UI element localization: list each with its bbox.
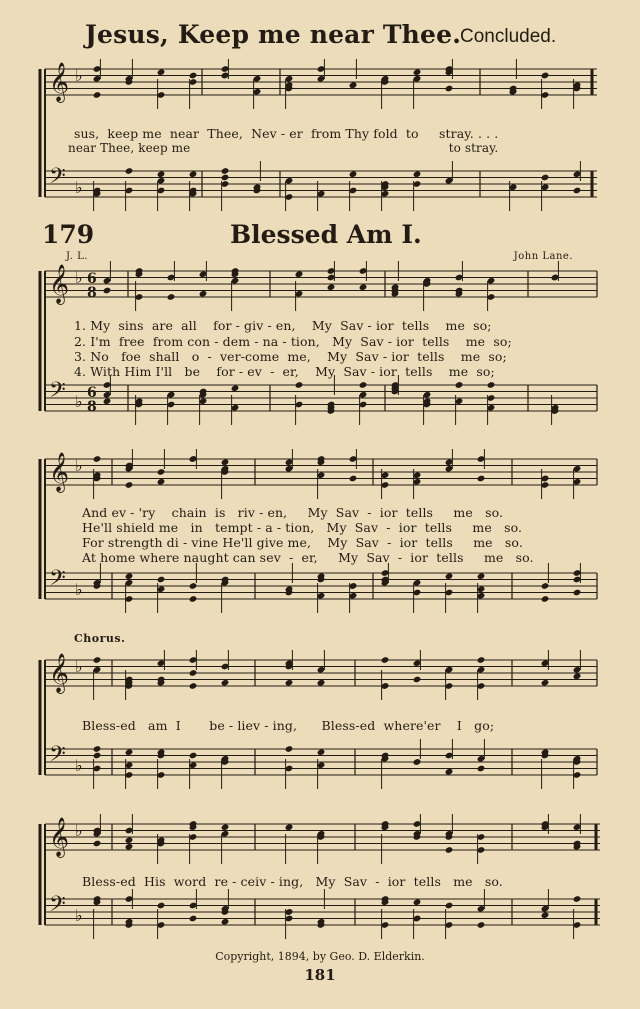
chorus-label: Chorus. — [74, 632, 126, 645]
flat-sign: ♭ — [75, 756, 83, 775]
note-head — [477, 921, 486, 929]
note-head — [93, 752, 102, 760]
composer-credit: John Lane. — [513, 251, 573, 262]
note-head — [359, 381, 368, 389]
note-head — [295, 270, 304, 278]
note-head — [295, 381, 304, 389]
verse-b-line-4: At home where naught can sev - er, My Sav - ior tells me so. — [82, 550, 534, 565]
note-head — [445, 768, 454, 776]
note-head — [93, 656, 102, 664]
note-head — [349, 475, 358, 483]
note-head — [573, 895, 582, 903]
note-head — [541, 582, 550, 590]
prev-lyric-line-2: near Thee, keep me to stray. — [68, 141, 499, 155]
previous-hymn-title: Jesus, Keep me near Thee. — [85, 20, 462, 49]
flat-sign: ♭ — [75, 178, 83, 197]
verse-a-line-3: 3. No foe shall o - ver-come me, My Sav - ior tells me so; — [74, 349, 507, 364]
hymn-number: 179 — [42, 220, 95, 249]
note-head — [221, 823, 230, 831]
note-head — [573, 589, 582, 597]
note-head — [413, 170, 422, 178]
note-head — [93, 840, 102, 848]
note-head — [573, 187, 582, 195]
note-head — [221, 679, 230, 687]
note-head — [231, 384, 240, 392]
note-head — [189, 752, 198, 760]
note-head — [541, 72, 550, 80]
note-head — [381, 656, 390, 664]
note-head — [125, 572, 134, 580]
bass-clef: 𝄢 — [49, 742, 66, 772]
note-head — [487, 381, 496, 389]
note-head — [541, 174, 550, 182]
note-head — [349, 81, 358, 89]
note-head — [413, 68, 422, 76]
treble-clef: 𝄞 — [49, 817, 70, 857]
note-head — [477, 475, 486, 483]
note-head — [157, 576, 166, 584]
note-head — [445, 572, 454, 580]
bass-clef: 𝄢 — [49, 566, 66, 596]
time-sig-top: 6 — [87, 271, 97, 287]
note-head — [221, 174, 230, 182]
note-head — [349, 170, 358, 178]
flat-sign: ♭ — [75, 456, 83, 475]
chorus-lyric-line-1: Bless-ed am I be - liev - ing, Bless-ed where'er I go; — [82, 718, 495, 733]
note-head — [477, 656, 486, 664]
note-head — [445, 902, 454, 910]
note-head — [189, 915, 198, 923]
bass-clef: 𝄢 — [49, 164, 66, 194]
flat-sign: ♭ — [75, 821, 83, 840]
treble-clef: 𝄞 — [49, 452, 70, 492]
verse-a-line-1: 1. My sins are all for - giv - en, My Sav - ior tells me so; — [74, 318, 492, 333]
note-head — [413, 898, 422, 906]
note-head — [103, 287, 112, 295]
note-head — [413, 758, 422, 766]
note-head — [317, 748, 326, 756]
note-head — [157, 468, 166, 476]
verse-b-line-3: For strength di - vine He'll give me, My Sav - ior tells me so. — [82, 535, 523, 550]
copyright-notice: Copyright, 1894, by Geo. D. Elderkin. — [215, 950, 425, 963]
verse-a-line-4: 4. With Him I'll be for - ev - er, My Sav - ior tells me so; — [74, 364, 495, 379]
bass-clef: 𝄢 — [49, 378, 66, 408]
note-head — [317, 679, 326, 687]
time-sig-bottom: 8 — [87, 399, 97, 415]
time-sig-bottom: 8 — [87, 285, 97, 301]
note-head — [125, 843, 134, 851]
note-head — [477, 572, 486, 580]
note-head — [285, 679, 294, 687]
note-head — [189, 170, 198, 178]
note-head — [445, 85, 454, 93]
note-head — [285, 745, 294, 753]
verse-b-line-1: And ev - 'ry chain is riv - en, My Sav - ior tells me so. — [82, 505, 504, 520]
flat-sign: ♭ — [75, 906, 83, 925]
note-head — [103, 397, 112, 405]
note-head — [199, 290, 208, 298]
author-credit: J. L. — [66, 251, 88, 262]
note-head — [221, 918, 230, 926]
note-head — [327, 283, 336, 291]
concluded-label: Concluded. — [460, 26, 557, 47]
note-head — [125, 836, 134, 844]
hymn-title: Blessed Am I. — [230, 220, 422, 249]
note-head — [541, 911, 550, 919]
note-head — [455, 381, 464, 389]
note-head — [157, 478, 166, 486]
note-head — [477, 765, 486, 773]
note-head — [445, 846, 454, 854]
note-head — [285, 823, 294, 831]
treble-clef: 𝄞 — [49, 264, 70, 304]
flat-sign: ♭ — [75, 392, 83, 411]
note-head — [189, 682, 198, 690]
note-head — [189, 582, 198, 590]
page-number: 181 — [304, 966, 336, 984]
time-sig-top: 6 — [87, 385, 97, 401]
treble-clef: 𝄞 — [49, 62, 70, 102]
note-head — [189, 669, 198, 677]
flat-sign: ♭ — [75, 580, 83, 599]
note-head — [125, 167, 134, 175]
note-head — [157, 68, 166, 76]
flat-sign: ♭ — [75, 66, 83, 85]
note-head — [189, 72, 198, 80]
verse-b-line-2: He'll shield me in tempt - a - tion, My Sav - ior tells me so. — [82, 520, 523, 535]
flat-sign: ♭ — [75, 657, 83, 676]
note-head — [93, 91, 102, 99]
note-head — [541, 679, 550, 687]
note-head — [413, 676, 422, 684]
note-head — [221, 458, 230, 466]
note-head — [125, 748, 134, 756]
note-head — [157, 170, 166, 178]
verse-a-line-2: 2. I'm free from con - dem - na - tion, My Sav - ior tells me so; — [74, 334, 512, 349]
note-head — [573, 672, 582, 680]
chorus-lyric-line-2: Bless-ed His word re - ceiv - ing, My Sav - ior tells me so. — [82, 874, 503, 889]
prev-lyric-line-1: sus, keep me near Thee, Nev - er from Thy fold to stray. . . . — [74, 126, 499, 141]
bass-clef: 𝄢 — [49, 892, 66, 922]
note-head — [221, 167, 230, 175]
treble-clef: 𝄞 — [49, 653, 70, 693]
note-head — [541, 595, 550, 603]
note-head — [359, 283, 368, 291]
note-head — [167, 293, 176, 301]
note-head — [125, 481, 134, 489]
note-head — [93, 745, 102, 753]
note-head — [157, 902, 166, 910]
note-head — [93, 455, 102, 463]
flat-sign: ♭ — [75, 268, 83, 287]
note-head — [189, 595, 198, 603]
